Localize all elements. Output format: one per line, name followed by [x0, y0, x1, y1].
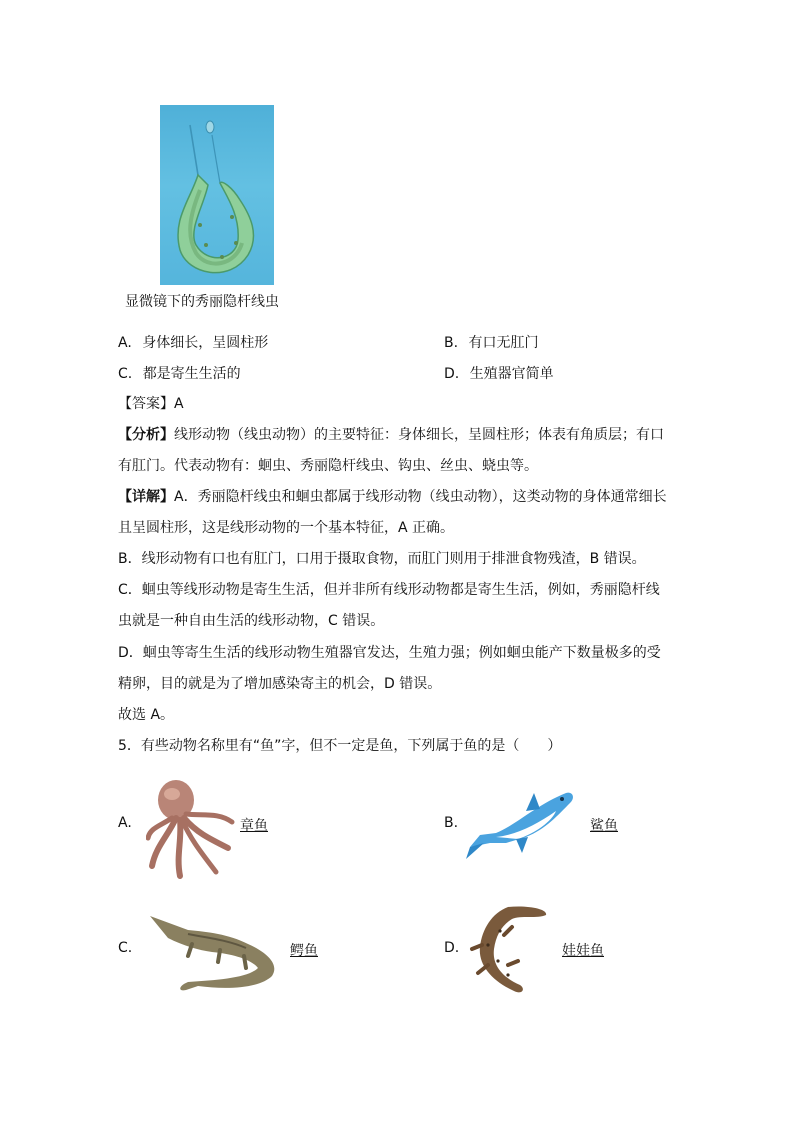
question-5-stem: 5．有些动物名称里有“鱼”字，但不一定是鱼，下列属于鱼的是（ ）	[118, 738, 562, 754]
detail-line-4: C．蛔虫等线形动物是寄生生活，但并非所有线形动物都是寄生生活，例如，秀丽隐杆线	[118, 582, 660, 598]
answer-line: 【答案】A	[118, 396, 184, 412]
analysis-text: 线形动物（线虫动物）的主要特征：身体细长，呈圆柱形；体表有角质层；有口	[174, 427, 664, 443]
option-text: 身体细长，呈圆柱形	[142, 335, 269, 351]
option-letter: A.	[118, 335, 132, 351]
option-d	[444, 363, 554, 383]
detail-line-2: 且呈圆柱形，这是线形动物的一个基本特征，A 正确。	[118, 520, 455, 536]
q5-option-d-name: 娃娃鱼	[562, 943, 604, 959]
option-letter: D.	[444, 366, 460, 382]
option-text: 有口无肛门	[468, 335, 539, 351]
analysis-line-2: 有肛门。代表动物有：蛔虫、秀丽隐杆线虫、钩虫、丝虫、蛲虫等。	[118, 458, 538, 474]
q5-option-b-letter: B.	[444, 815, 459, 831]
option-letter: C.	[118, 366, 133, 382]
q5-option-a-name: 章鱼	[240, 818, 268, 834]
analysis-tag: 【分析】	[118, 427, 174, 443]
detail-line-5: 虫就是一种自由生活的线形动物，C 错误。	[118, 613, 385, 629]
q5-option-c-letter: C.	[118, 940, 133, 956]
option-letter: B.	[444, 335, 459, 351]
conclusion-line: 故选 A。	[118, 707, 175, 723]
analysis-line-1	[118, 425, 664, 445]
q5-option-a-letter: A.	[118, 815, 132, 831]
option-b	[444, 332, 539, 352]
shark-icon	[466, 785, 578, 861]
option-text: 生殖器官简单	[469, 366, 554, 382]
octopus-icon	[146, 776, 238, 880]
detail-line-1	[118, 487, 667, 507]
detail-text: A．秀丽隐杆线虫和蛔虫都属于线形动物（线虫动物），这类动物的身体通常细长	[174, 489, 667, 505]
option-c	[118, 363, 241, 383]
q5-option-b-name: 鲨鱼	[590, 818, 618, 834]
option-a	[118, 332, 268, 352]
nematode-microscope-image	[160, 105, 274, 285]
detail-tag: 【详解】	[118, 489, 174, 505]
q5-option-d-letter: D.	[444, 940, 460, 956]
detail-line-7: 精卵，目的就是为了增加感染寄主的机会，D 错误。	[118, 676, 442, 692]
crocodile-icon	[148, 910, 286, 994]
q5-option-c-name: 鳄鱼	[290, 943, 318, 959]
figure-caption: 显微镜下的秀丽隐杆线虫	[125, 294, 279, 310]
detail-line-3: B．线形动物有口也有肛门，口用于摄取食物，而肛门则用于排泄食物残渣，B 错误。	[118, 551, 646, 567]
detail-line-6: D．蛔虫等寄生生活的线形动物生殖器官发达，生殖力强；例如蛔虫能产下数量极多的受	[118, 645, 661, 661]
salamander-icon	[468, 905, 552, 995]
option-text: 都是寄生生活的	[142, 366, 241, 382]
